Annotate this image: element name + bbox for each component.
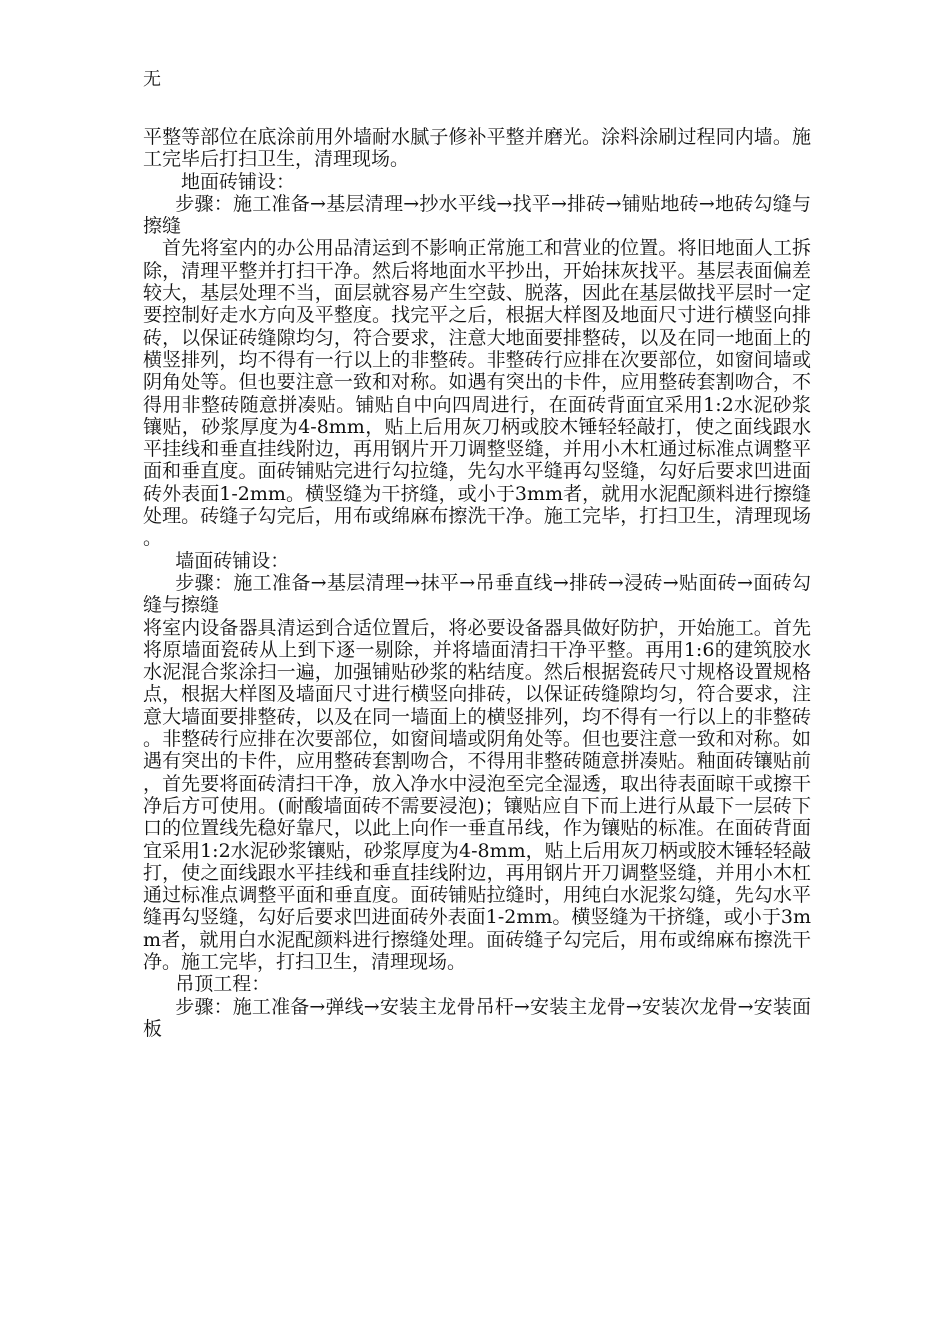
heading-ceiling: 吊顶工程：	[175, 973, 271, 996]
document-body	[143, 126, 811, 1040]
ceiling-steps: 步骤：施工准备→弹线→安装主龙骨吊杆→安装主龙骨→安装次龙骨→安装面板	[143, 995, 811, 1040]
heading-floor-tile: 地面砖铺设：	[181, 170, 296, 193]
paragraph-exterior-wall-end: 平整等部位在底涂前用外墙耐水腻子修补平整并磨光。涂料涂刷过程同内墙。施工完毕后打扫卫生，清理现场。	[143, 126, 811, 171]
heading-wall-tile: 墙面砖铺设：	[175, 549, 290, 572]
floor-tile-steps: 步骤：施工准备→基层清理→抄水平线→找平→排砖→铺贴地砖→地砖勾缝与擦缝	[143, 192, 811, 238]
page-header: 无	[143, 69, 161, 90]
wall-tile-steps: 步骤：施工准备→基层清理→抹平→吊垂直线→排砖→浸砖→贴面砖→面砖勾缝与擦缝	[143, 571, 811, 617]
wall-tile-description: 将室内设备器具清运到合适位置后，将必要设备器具做好防护，开始施工。首先将原墙面瓷砖从上到下逐一剔除，并将墙面清扫干净平整。再用1:6的建筑胶水水泥混合浆涂扫一遍，加强铺贴砂浆的粘结度。然后根据瓷砖尺寸规格设置规格点，根据大样图及墙面尺寸进行横竖向排砖，以保证砖缝隙均匀，符合要求，注意大墙面要排整砖，以及在同一墙面上的横竖排列，均不得有一行以上的非整砖。非整砖行应排在次要部位，如窗间墙或阴角处等。但也要注意一致和对称。如遇有突出的卡件，应用整砖套割吻合，不得用非整砖随意拼凑贴。釉面砖镶贴前，首先要将面砖清扫干净，放入净水中浸泡至完全湿透，取出待表面晾干或擦干净后方可使用。(耐酸墙面砖不需要浸泡)；镶贴应自下而上进行从最下一层砖下口的位置线先稳好靠尺，以此上向作一垂直吊线，作为镶贴的标准。在面砖背面宜采用1:2水泥砂浆镶贴，砂浆厚度为4-8mm，贴上后用灰刀柄或胶木锤轻轻敲打，使之面线跟水平挂线和垂直挂线附边，再用钢片开刀调整竖缝，并用小木杠通过标准点调整平面和垂直度。面砖铺贴拉缝时，用纯白水泥浆勾缝，先勾水平缝再勾竖缝，勾好后要求凹进面砖外表面1-2mm。横竖缝为干挤缝，或小于3mm者，就用白水泥配颜料进行擦缝处理。面砖缝子勾完后，用布或绵麻布擦洗干净。施工完毕，打扫卫生，清理现场。	[143, 616, 811, 973]
floor-tile-description: 首先将室内的办公用品清运到不影响正常施工和营业的位置。将旧地面人工拆除，清理平整并打扫干净。然后将地面水平抄出，开始抹灰找平。基层表面偏差较大，基层处理不当，面层就容易产生空鼓、脱落，因此在基层做找平层时一定要控制好走水方向及平整度。找完平之后，根据大样图及地面尺寸进行横竖向排砖，以保证砖缝隙均匀，符合要求，注意大地面要排整砖，以及在同一地面上的横竖排列，均不得有一行以上的非整砖。非整砖行应排在次要部位，如窗间墙或阴角处等。但也要注意一致和对称。如遇有突出的卡件，应用整砖套割吻合，不得用非整砖随意拼凑贴。铺贴自中向四周进行，在面砖背面宜采用1:2水泥砂浆镶贴，砂浆厚度为4-8mm，贴上后用灰刀柄或胶木锤轻轻敲打，使之面线跟水平挂线和垂直挂线附边，再用钢片开刀调整竖缝，并用小木杠通过标准点调整平面和垂直度。面砖铺贴完进行勾拉缝，先勾水平缝再勾竖缝，勾好后要求凹进面砖外表面1-2mm。横竖缝为干挤缝，或小于3mm者，就用水泥配颜料进行擦缝处理。砖缝子勾完后，用布或绵麻布擦洗干净。施工完毕，打扫卫生，清理现场。	[143, 237, 811, 550]
